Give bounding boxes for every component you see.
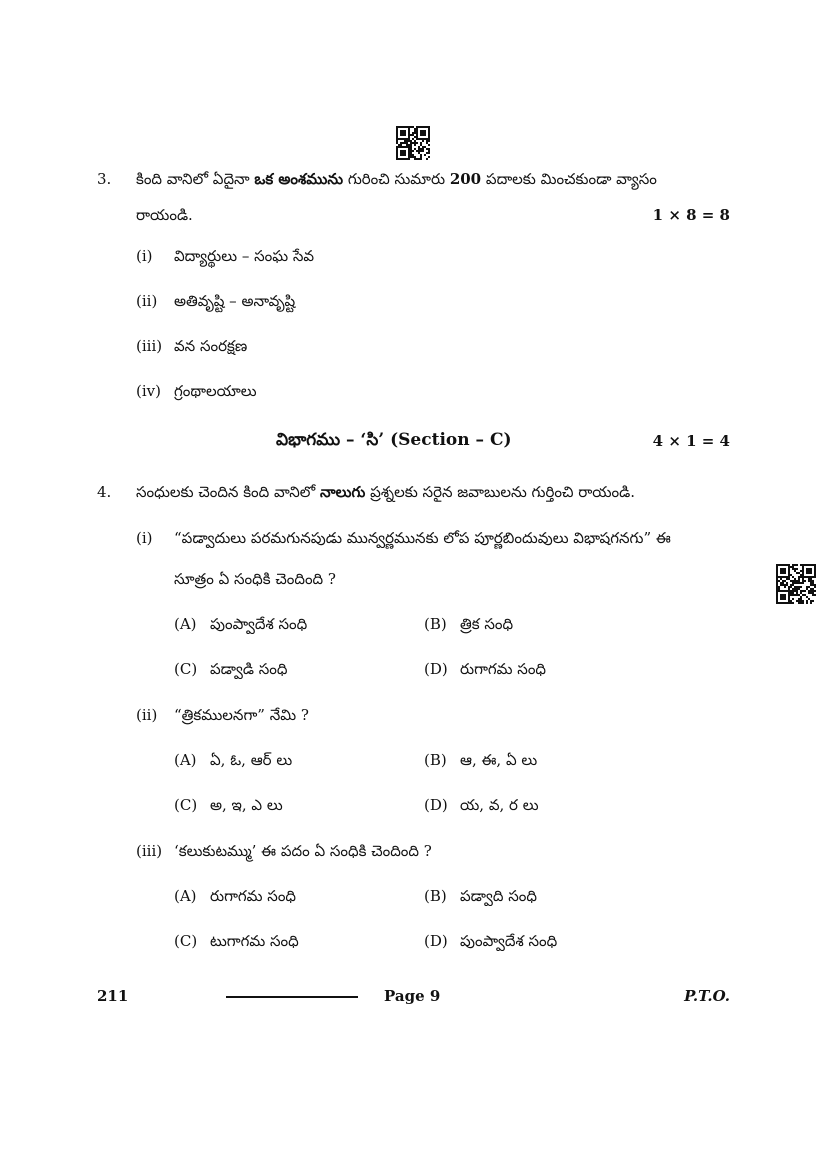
q3-text-part2: గురించి సుమారు — [347, 170, 446, 188]
option-label: (B) — [424, 887, 447, 905]
footer-code: 211 — [97, 987, 129, 1005]
option-label: (D) — [424, 796, 448, 814]
footer-page-number: Page 9 — [384, 987, 441, 1005]
q4-sub-text-line1: “పడ్వాదులు పరమగునపుడు మున్వర్ణమునకు లోప పూర్ణబిందువులు విభాషగనగు” ఈ — [174, 529, 671, 547]
footer-rule — [226, 996, 358, 998]
option-text: ఏ, ఓ, ఆర్ లు — [210, 751, 293, 769]
option-label: (B) — [424, 751, 447, 769]
qr-code-side — [776, 564, 816, 604]
footer-pto: P.T.O. — [684, 987, 730, 1005]
option-label: (C) — [174, 660, 198, 678]
q4-text — [136, 483, 635, 505]
option-text: ఆ, ఈ, ఏ లు — [460, 751, 538, 769]
option-label: (C) — [174, 796, 198, 814]
section-title: విభాగము – ‘సి’ (Section – C) — [276, 430, 512, 450]
qr-code-top — [396, 126, 430, 160]
option-label: (A) — [174, 887, 197, 905]
q4-sub-text-line1: ‘కలుకుటమ్ము’ ఈ పదం ఏ సంధికి చెందింది ? — [174, 842, 432, 860]
q4-sub-label: (i) — [136, 529, 153, 547]
q3-option-text: వన సంరక్షణ — [174, 337, 248, 355]
q4-sub-label: (iii) — [136, 842, 163, 860]
q4-text-part2: ప్రశ్నలకు సరైన జవాబులను గుర్తించి రాయండి. — [370, 483, 636, 501]
q4-sub-text-line2: సూత్రం ఏ సంధికి చెందింది ? — [174, 570, 336, 588]
q3-option-text: అతివృష్టి – అనావృష్టి — [174, 292, 296, 310]
option-text: పడ్వాడి సంధి — [210, 660, 288, 678]
option-label: (D) — [424, 932, 448, 950]
option-text: పడ్వాది సంధి — [460, 887, 537, 905]
q3-word-limit: 200 — [449, 170, 482, 188]
q3-option-text: గ్రంథాలయాలు — [174, 382, 257, 400]
option-text: టుగాగమ సంధి — [210, 932, 299, 950]
q3-marks: 1 × 8 = 8 — [652, 206, 730, 224]
option-text: పుంప్వాదేశ సంధి — [210, 615, 308, 633]
option-text: రుగాగమ సంధి — [460, 660, 547, 678]
q3-option-text: విద్యార్థులు – సంఘ సేవ — [174, 247, 315, 265]
q3-option-label: (i) — [136, 247, 153, 265]
q4-text-part1: సంధులకు చెందిన కింది వానిలో — [136, 483, 316, 501]
section-marks: 4 × 1 = 4 — [652, 432, 730, 450]
q3-text-line1 — [136, 170, 657, 192]
q4-sub-text-line1: “త్రికములనగా” నేమి ? — [174, 706, 309, 724]
q4-sub-label: (ii) — [136, 706, 158, 724]
q3-option-label: (ii) — [136, 292, 158, 310]
option-label: (A) — [174, 751, 197, 769]
q4-text-bold: నాలుగు — [320, 483, 366, 501]
option-text: అ, ఇ, ఎ లు — [210, 796, 283, 814]
option-label: (B) — [424, 615, 447, 633]
q3-text-bold1: ఒక అంశమును — [254, 170, 344, 188]
option-label: (C) — [174, 932, 198, 950]
q4-number: 4. — [97, 483, 112, 501]
option-text: య, వ, ర లు — [460, 796, 539, 814]
q3-text-line2: రాయండి. — [136, 206, 193, 224]
option-label: (A) — [174, 615, 197, 633]
q3-text-part3: పదాలకు మించకుండా వ్యాసం — [485, 170, 657, 188]
option-label: (D) — [424, 660, 448, 678]
q3-option-label: (iii) — [136, 337, 163, 355]
q3-text-part1: కింది వానిలో ఏదైనా — [136, 170, 250, 188]
option-text: రుగాగమ సంధి — [210, 887, 297, 905]
q3-option-label: (iv) — [136, 382, 161, 400]
option-text: త్రిక సంధి — [460, 615, 514, 633]
option-text: పుంప్వాదేశ సంధి — [460, 932, 558, 950]
q3-number: 3. — [97, 170, 112, 188]
